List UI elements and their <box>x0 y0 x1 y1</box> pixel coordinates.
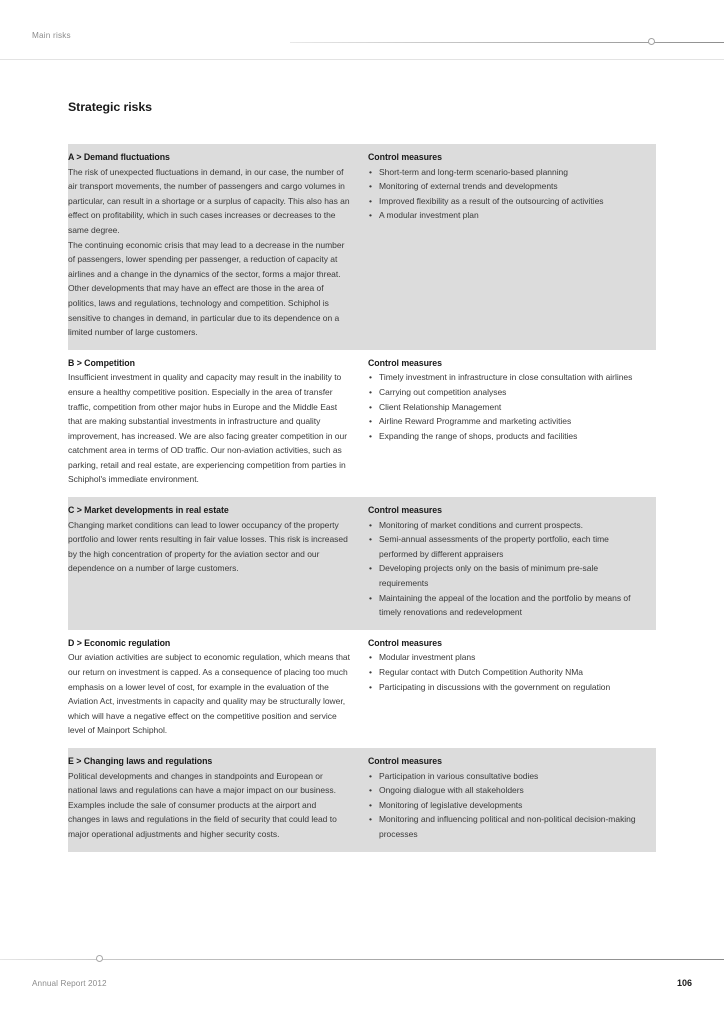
control-measure-item: • Participating in discussions with the government on regulation <box>368 680 648 695</box>
control-measure-item: • Carrying out competition analyses <box>368 385 648 400</box>
risk-heading: C > Market developments in real estate <box>68 505 229 516</box>
control-measure-item: • Airline Reward Programme and marketing activities <box>368 414 648 429</box>
control-measures-heading: Control measures <box>368 152 442 162</box>
footer-rule-line <box>0 959 724 960</box>
risk-paragraph: Changing market conditions can lead to lower occupancy of the property portfolio and lower rents resulting in fair value losses. This risk is increased by the high concentration of property for the aviation sector and our dependence on a number of large customers. <box>68 519 348 574</box>
risk-heading: A > Demand fluctuations <box>68 152 170 162</box>
control-measure-item: • Client Relationship Management <box>368 400 648 415</box>
page-footer <box>0 955 724 1015</box>
control-measures-list <box>368 518 648 620</box>
control-measure-item: • Monitoring and influencing political and non-political decision-making processes <box>368 812 648 841</box>
control-measures-heading: Control measures <box>368 357 442 368</box>
header-divider <box>0 59 724 60</box>
footer-report-label: Annual Report 2012 <box>32 979 107 988</box>
control-measure-item: • Maintaining the appeal of the location and the portfolio by means of timely renovations and redevelopment <box>368 591 648 620</box>
control-measure-item: • Short-term and long-term scenario-based planning <box>368 165 648 180</box>
control-measure-item: • Semi-annual assessments of the property portfolio, each time performed by different appraisers <box>368 532 648 561</box>
risk-body <box>68 370 350 487</box>
control-measure-item: • Participation in various consultative bodies <box>368 769 648 784</box>
risk-table <box>68 144 656 852</box>
risk-description-cell <box>68 144 368 350</box>
risk-description-cell <box>68 350 368 497</box>
control-measures-cell <box>368 350 656 497</box>
risk-paragraph: The continuing economic crisis that may lead to a decrease in the number of passengers, lower spending per passenger, a reduction of capacity at airlines and a change in the dynamics of the sector, forms a major threat. Other developments that may have an effect are those in the area of politics, laws and regulations, technology and competition. Schiphol is sensitive to changes in demand, in particular due to its dependence on a limited number of large customers. <box>68 239 345 338</box>
risk-row <box>68 748 656 852</box>
header-circle-marker-icon <box>648 38 655 45</box>
risk-row <box>68 350 656 497</box>
control-measures-cell <box>368 144 656 350</box>
control-measure-item: • A modular investment plan <box>368 208 648 223</box>
risk-description-cell <box>68 497 368 630</box>
control-measure-item: • Developing projects only on the basis of minimum pre-sale requirements <box>368 561 648 590</box>
control-measures-list <box>368 165 648 223</box>
control-measure-item: • Regular contact with Dutch Competition Authority NMa <box>368 665 648 680</box>
control-measures-cell <box>368 497 656 630</box>
risk-row <box>68 630 656 748</box>
control-measure-item: • Improved flexibility as a result of the outsourcing of activities <box>368 194 648 209</box>
risk-body <box>68 650 350 738</box>
risk-body <box>68 165 350 340</box>
risk-row <box>68 144 656 350</box>
header-rule-line <box>290 42 724 43</box>
control-measure-item: • Timely investment in infrastructure in close consultation with airlines <box>368 370 648 385</box>
running-header <box>0 28 724 56</box>
risk-paragraph: Our aviation activities are subject to economic regulation, which means that our return on investment is capped. As a consequence of placing too much emphasis on a lower level of cost, for example in the evaluation of the Aviation Act, investments in capacity and quality may be structurally lower, which will have a negative effect on the competitive position and service level of Mainport Schiphol. <box>68 652 350 736</box>
risk-heading: D > Economic regulation <box>68 637 171 648</box>
control-measures-cell <box>368 748 656 852</box>
risk-heading: B > Competition <box>68 357 135 368</box>
footer-circle-marker-icon <box>96 955 103 962</box>
risk-heading: E > Changing laws and regulations <box>68 755 213 766</box>
risk-description-cell <box>68 748 368 852</box>
risk-row <box>68 497 656 630</box>
control-measures-list <box>368 650 648 694</box>
risk-body <box>68 518 350 576</box>
control-measures-heading: Control measures <box>368 505 442 516</box>
risk-body <box>68 769 350 842</box>
risk-paragraph: Insufficient investment in quality and capacity may result in the inability to ensure a healthy competitive position. Especially in the area of transfer traffic, competition from other major hubs in Europe and the Middle East that are making substantial investments in infrastructure and quality improvement, has increased. We are also facing greater competition in our catchment area in terms of OD traffic. Our non-aviation activities, such as parking, retail and real estate, are experiencing competition from parties in Schiphol's immediate environment. <box>68 372 348 485</box>
control-measure-item: • Monitoring of legislative developments <box>368 798 648 813</box>
risk-paragraph: Political developments and changes in standpoints and European or national laws and regulations can have a major impact on our business. Examples include the sale of consumer products at the airport and changes in laws and regulations in the field of security that could lead to major operational adjustments and higher security costs. <box>68 770 337 839</box>
control-measures-list <box>368 370 648 443</box>
control-measures-list <box>368 769 648 842</box>
control-measure-item: • Ongoing dialogue with all stakeholders <box>368 783 648 798</box>
running-header-title: Main risks <box>32 31 71 40</box>
control-measures-heading: Control measures <box>368 755 442 766</box>
control-measures-heading: Control measures <box>368 637 442 648</box>
control-measure-item: • Monitoring of external trends and developments <box>368 179 648 194</box>
risk-description-cell <box>68 630 368 748</box>
risk-paragraph: The risk of unexpected fluctuations in demand, in our case, the number of air transport movements, the number of passengers and cargo volumes in particular, can result in a shortage or a surplus of capacity. This also has an effect on profitability, which in such cases increases or decreases to the same degree. <box>68 166 350 235</box>
control-measure-item: • Monitoring of market conditions and current prospects. <box>368 518 648 533</box>
page-title: Strategic risks <box>68 100 152 114</box>
control-measures-cell <box>368 630 656 748</box>
control-measure-item: • Expanding the range of shops, products and facilities <box>368 429 648 444</box>
page-number: 106 <box>676 978 692 988</box>
control-measure-item: • Modular investment plans <box>368 650 648 665</box>
